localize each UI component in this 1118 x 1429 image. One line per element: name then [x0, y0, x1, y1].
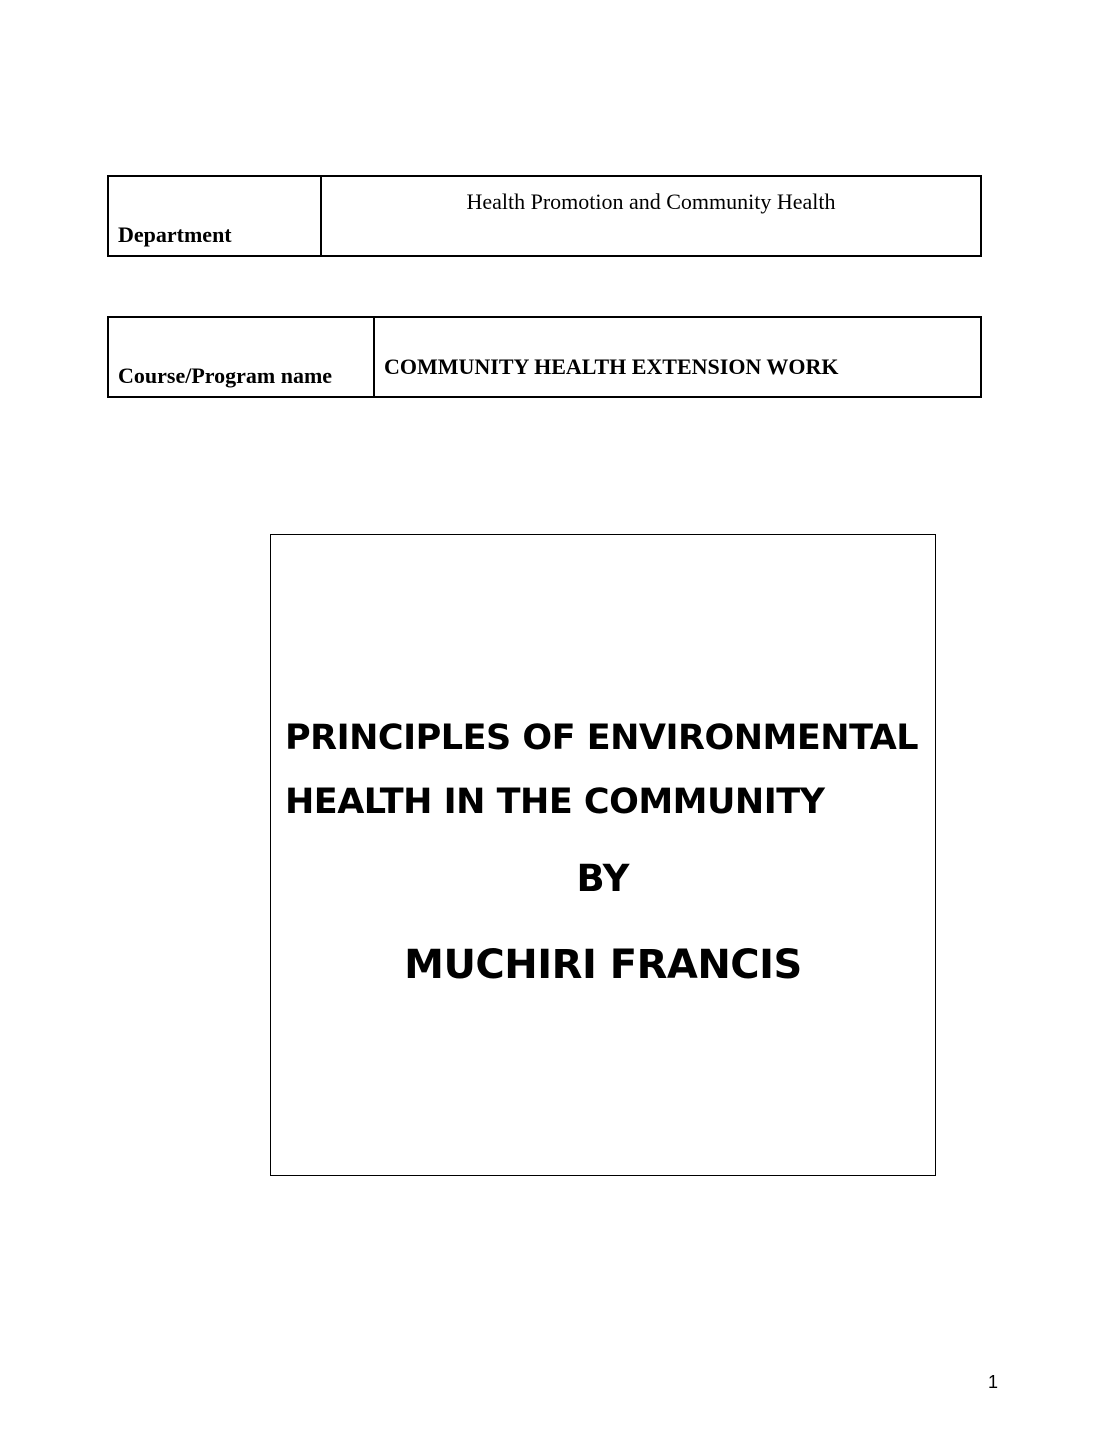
department-label: Department — [118, 222, 232, 247]
document-title-line-2: HEALTH IN THE COMMUNITY — [285, 782, 825, 822]
course-label-cell — [108, 317, 374, 397]
course-label: Course/Program name — [118, 363, 333, 388]
by-text: BY — [576, 857, 630, 900]
page-number: 1 — [988, 1372, 999, 1392]
department-row — [108, 176, 981, 256]
title-box — [270, 534, 936, 1176]
course-value: COMMUNITY HEALTH EXTENSION WORK — [384, 354, 839, 379]
author-name: MUCHIRI FRANCIS — [404, 942, 802, 988]
course-value-cell — [374, 317, 981, 397]
department-label-cell — [108, 176, 321, 256]
course-row — [108, 317, 981, 397]
department-value-cell — [321, 176, 981, 256]
department-table — [107, 175, 982, 257]
department-value: Health Promotion and Community Health — [466, 189, 836, 214]
document-title-line-1: PRINCIPLES OF ENVIRONMENTAL — [285, 718, 919, 758]
course-table — [107, 316, 982, 398]
